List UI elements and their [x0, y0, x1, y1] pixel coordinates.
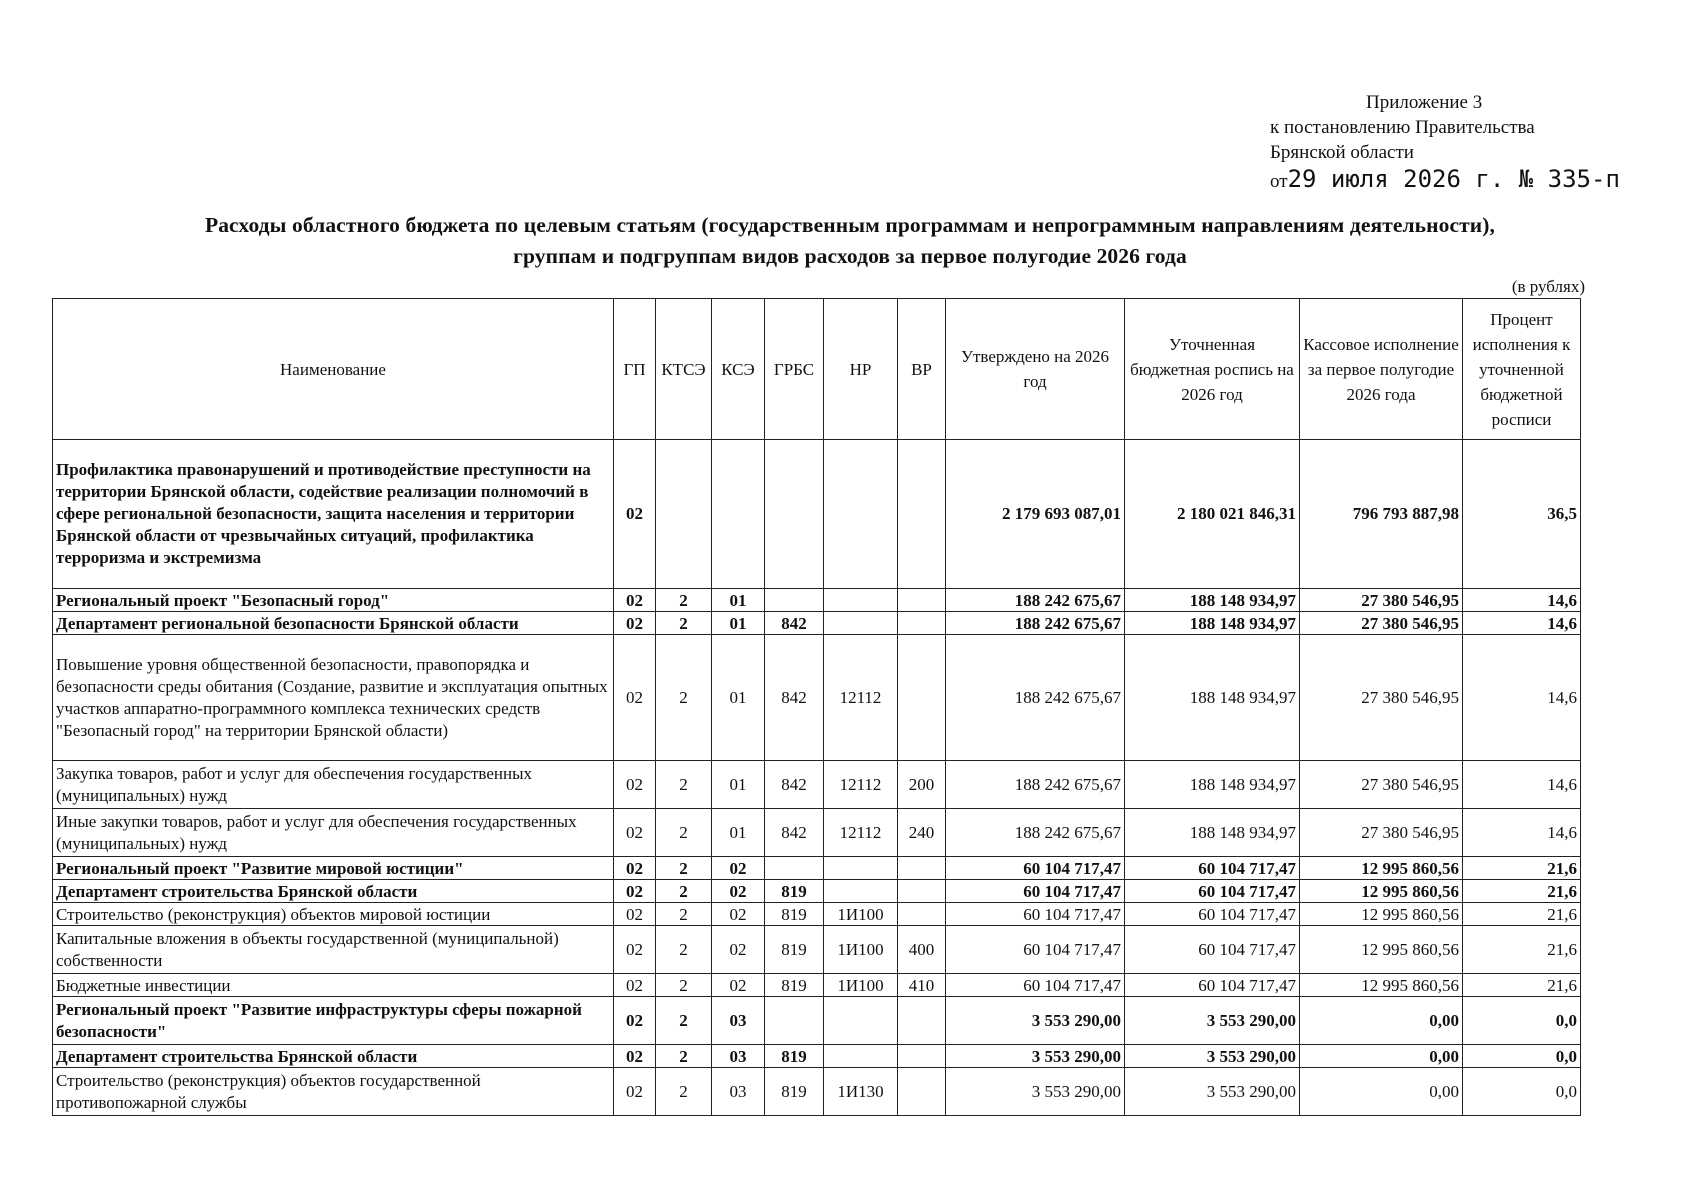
cell-approved: 3 553 290,00: [946, 1068, 1125, 1116]
appendix-date: 29 июля 2026 г. № 335-п: [1287, 165, 1620, 193]
table-row: [53, 903, 1581, 926]
cell-ktse: [656, 440, 712, 589]
cell-cash: 12 995 860,56: [1300, 880, 1463, 903]
cell-ktse: 2: [656, 1068, 712, 1116]
cell-grbs: 819: [765, 926, 824, 974]
cell-cash: 27 380 546,95: [1300, 809, 1463, 857]
table-row: [53, 589, 1581, 612]
cell-grbs: 819: [765, 880, 824, 903]
cell-vr: [898, 440, 946, 589]
cell-cash: 12 995 860,56: [1300, 857, 1463, 880]
title-line-1: Расходы областного бюджета по целевым статьям (государственным программам и непрограммным направлениям деятельности),: [204, 213, 1496, 237]
cell-ktse: 2: [656, 880, 712, 903]
cell-cash: 12 995 860,56: [1300, 903, 1463, 926]
cell-gp: 02: [614, 589, 656, 612]
cell-percent: 0,0: [1463, 997, 1581, 1045]
cell-vr: [898, 612, 946, 635]
cell-cash: 12 995 860,56: [1300, 974, 1463, 997]
cell-nr: 1И100: [824, 926, 898, 974]
cell-refined: 60 104 717,47: [1125, 903, 1300, 926]
cell-approved: 60 104 717,47: [946, 857, 1125, 880]
appendix-date-prefix: от: [1270, 171, 1288, 192]
header-refined: Уточненная бюджетная роспись на 2026 год: [1125, 299, 1300, 440]
cell-nr: 1И100: [824, 903, 898, 926]
table-row: [53, 635, 1581, 761]
cell-kse: 02: [712, 880, 765, 903]
cell-refined: 188 148 934,97: [1125, 761, 1300, 809]
cell-gp: 02: [614, 926, 656, 974]
cell-nr: [824, 612, 898, 635]
cell-grbs: 819: [765, 903, 824, 926]
header-approved: Утверждено на 2026 год: [946, 299, 1125, 440]
cell-percent: 0,0: [1463, 1068, 1581, 1116]
cell-vr: [898, 857, 946, 880]
cell-approved: 3 553 290,00: [946, 997, 1125, 1045]
cell-name: Региональный проект "Развитие мировой юстиции": [53, 857, 614, 880]
cell-refined: 60 104 717,47: [1125, 880, 1300, 903]
cell-approved: 60 104 717,47: [946, 880, 1125, 903]
cell-kse: 03: [712, 1068, 765, 1116]
cell-approved: 60 104 717,47: [946, 903, 1125, 926]
cell-cash: 27 380 546,95: [1300, 635, 1463, 761]
cell-percent: 21,6: [1463, 857, 1581, 880]
cell-approved: 60 104 717,47: [946, 974, 1125, 997]
unit-note: (в рублях): [1511, 277, 1585, 296]
cell-approved: 3 553 290,00: [946, 1045, 1125, 1068]
cell-nr: 12112: [824, 761, 898, 809]
appendix-line-3: Брянской области: [1270, 142, 1414, 163]
cell-approved: 188 242 675,67: [946, 589, 1125, 612]
header-cash: Кассовое исполнение за первое полугодие 2026 года: [1300, 299, 1463, 440]
cell-vr: [898, 1068, 946, 1116]
cell-approved: 60 104 717,47: [946, 926, 1125, 974]
cell-ktse: 2: [656, 635, 712, 761]
header-kse: КСЭ: [712, 299, 765, 440]
cell-name: Закупка товаров, работ и услуг для обеспечения государственных (муниципальных) нужд: [53, 761, 614, 809]
cell-grbs: [765, 589, 824, 612]
cell-cash: 0,00: [1300, 1068, 1463, 1116]
header-nr: НР: [824, 299, 898, 440]
cell-vr: [898, 589, 946, 612]
cell-grbs: 842: [765, 809, 824, 857]
cell-kse: 01: [712, 589, 765, 612]
cell-gp: 02: [614, 1068, 656, 1116]
header-vr: ВР: [898, 299, 946, 440]
cell-percent: 36,5: [1463, 440, 1581, 589]
cell-kse: 01: [712, 635, 765, 761]
cell-ktse: 2: [656, 612, 712, 635]
cell-kse: 02: [712, 974, 765, 997]
cell-refined: 2 180 021 846,31: [1125, 440, 1300, 589]
cell-ktse: 2: [656, 974, 712, 997]
cell-kse: 01: [712, 761, 765, 809]
cell-name: Департамент строительства Брянской области: [53, 1045, 614, 1068]
cell-name: Капитальные вложения в объекты государственной (муниципальной) собственности: [53, 926, 614, 974]
cell-grbs: 842: [765, 612, 824, 635]
cell-name: Строительство (реконструкция) объектов государственной противопожарной службы: [53, 1068, 614, 1116]
cell-cash: 12 995 860,56: [1300, 926, 1463, 974]
table-row: [53, 997, 1581, 1045]
table-header-row: [53, 299, 1581, 440]
cell-vr: 200: [898, 761, 946, 809]
table-row: [53, 761, 1581, 809]
cell-nr: 12112: [824, 809, 898, 857]
cell-kse: 01: [712, 612, 765, 635]
cell-ktse: 2: [656, 997, 712, 1045]
expenses-table: [52, 298, 1581, 1116]
cell-grbs: 819: [765, 974, 824, 997]
cell-percent: 21,6: [1463, 903, 1581, 926]
cell-grbs: 819: [765, 1068, 824, 1116]
cell-gp: 02: [614, 1045, 656, 1068]
cell-percent: 0,0: [1463, 1045, 1581, 1068]
cell-kse: 02: [712, 857, 765, 880]
title-line-2: группам и подгруппам видов расходов за первое полугодие 2026 года: [513, 244, 1187, 268]
cell-name: Региональный проект "Безопасный город": [53, 589, 614, 612]
cell-gp: 02: [614, 903, 656, 926]
cell-refined: 3 553 290,00: [1125, 997, 1300, 1045]
cell-kse: 03: [712, 997, 765, 1045]
cell-gp: 02: [614, 997, 656, 1045]
table-row: [53, 857, 1581, 880]
cell-gp: 02: [614, 809, 656, 857]
header-ktse: КТСЭ: [656, 299, 712, 440]
cell-grbs: 842: [765, 761, 824, 809]
header-grbs: ГРБС: [765, 299, 824, 440]
cell-nr: [824, 880, 898, 903]
cell-gp: 02: [614, 635, 656, 761]
cell-approved: 188 242 675,67: [946, 612, 1125, 635]
cell-nr: [824, 440, 898, 589]
cell-name: Повышение уровня общественной безопасности, правопорядка и безопасности среды обитания (Создание, развитие и эксплуатация опытных участков аппаратно-программного комплекса технических средств "Безопасный город" на территории Брянской области): [53, 635, 614, 761]
cell-refined: 188 148 934,97: [1125, 612, 1300, 635]
cell-percent: 21,6: [1463, 926, 1581, 974]
cell-nr: [824, 589, 898, 612]
cell-vr: [898, 903, 946, 926]
header-name: Наименование: [53, 299, 614, 440]
cell-nr: 1И130: [824, 1068, 898, 1116]
cell-kse: 03: [712, 1045, 765, 1068]
cell-cash: 796 793 887,98: [1300, 440, 1463, 589]
cell-cash: 27 380 546,95: [1300, 589, 1463, 612]
cell-ktse: 2: [656, 857, 712, 880]
cell-name: Иные закупки товаров, работ и услуг для обеспечения государственных (муниципальных) нужд: [53, 809, 614, 857]
cell-percent: 14,6: [1463, 635, 1581, 761]
cell-percent: 14,6: [1463, 589, 1581, 612]
table-row: [53, 440, 1581, 589]
cell-name: Региональный проект "Развитие инфраструктуры сферы пожарной безопасности": [53, 997, 614, 1045]
cell-vr: [898, 635, 946, 761]
table-row: [53, 1068, 1581, 1116]
cell-gp: 02: [614, 761, 656, 809]
cell-cash: 0,00: [1300, 1045, 1463, 1068]
cell-ktse: 2: [656, 903, 712, 926]
cell-approved: 188 242 675,67: [946, 761, 1125, 809]
cell-gp: 02: [614, 440, 656, 589]
cell-grbs: [765, 857, 824, 880]
cell-nr: 12112: [824, 635, 898, 761]
cell-vr: 240: [898, 809, 946, 857]
header-percent: Процент исполнения к уточненной бюджетной росписи: [1463, 299, 1581, 440]
cell-percent: 14,6: [1463, 761, 1581, 809]
cell-cash: 0,00: [1300, 997, 1463, 1045]
cell-vr: [898, 1045, 946, 1068]
table-row: [53, 809, 1581, 857]
cell-name: Строительство (реконструкция) объектов мировой юстиции: [53, 903, 614, 926]
cell-ktse: 2: [656, 761, 712, 809]
cell-name: Профилактика правонарушений и противодействие преступности на территории Брянской области, содействие реализации полномочий в сфере региональной безопасности, защита населения и территории Брянской области от чрезвычайных ситуаций, профилактика терроризма и экстремизма: [53, 440, 614, 589]
cell-grbs: 819: [765, 1045, 824, 1068]
cell-nr: [824, 857, 898, 880]
cell-vr: 400: [898, 926, 946, 974]
cell-name: Департамент региональной безопасности Брянской области: [53, 612, 614, 635]
cell-kse: 01: [712, 809, 765, 857]
cell-cash: 27 380 546,95: [1300, 612, 1463, 635]
cell-ktse: 2: [656, 589, 712, 612]
cell-refined: 3 553 290,00: [1125, 1068, 1300, 1116]
cell-approved: 2 179 693 087,01: [946, 440, 1125, 589]
table-row: [53, 1045, 1581, 1068]
cell-grbs: 842: [765, 635, 824, 761]
cell-percent: 21,6: [1463, 974, 1581, 997]
cell-vr: 410: [898, 974, 946, 997]
cell-approved: 188 242 675,67: [946, 809, 1125, 857]
table-row: [53, 880, 1581, 903]
cell-refined: 188 148 934,97: [1125, 589, 1300, 612]
cell-refined: 60 104 717,47: [1125, 926, 1300, 974]
cell-refined: 188 148 934,97: [1125, 635, 1300, 761]
cell-gp: 02: [614, 857, 656, 880]
cell-gp: 02: [614, 880, 656, 903]
cell-approved: 188 242 675,67: [946, 635, 1125, 761]
appendix-date-line: [1270, 167, 1670, 194]
appendix-line-1: Приложение 3: [1366, 92, 1483, 113]
cell-ktse: 2: [656, 926, 712, 974]
document-title: [60, 210, 1640, 272]
cell-refined: 3 553 290,00: [1125, 1045, 1300, 1068]
cell-kse: 02: [712, 926, 765, 974]
cell-percent: 21,6: [1463, 880, 1581, 903]
cell-percent: 14,6: [1463, 809, 1581, 857]
table-row: [53, 974, 1581, 997]
cell-refined: 60 104 717,47: [1125, 857, 1300, 880]
cell-name: Департамент строительства Брянской области: [53, 880, 614, 903]
cell-kse: [712, 440, 765, 589]
appendix-block: [1270, 90, 1670, 194]
cell-refined: 188 148 934,97: [1125, 809, 1300, 857]
table-row: [53, 926, 1581, 974]
cell-gp: 02: [614, 612, 656, 635]
cell-nr: [824, 997, 898, 1045]
cell-name: Бюджетные инвестиции: [53, 974, 614, 997]
cell-nr: 1И100: [824, 974, 898, 997]
cell-percent: 14,6: [1463, 612, 1581, 635]
cell-ktse: 2: [656, 809, 712, 857]
cell-gp: 02: [614, 974, 656, 997]
cell-vr: [898, 997, 946, 1045]
cell-grbs: [765, 997, 824, 1045]
cell-nr: [824, 1045, 898, 1068]
table-row: [53, 612, 1581, 635]
cell-ktse: 2: [656, 1045, 712, 1068]
appendix-line-2: к постановлению Правительства: [1270, 117, 1535, 138]
cell-kse: 02: [712, 903, 765, 926]
cell-grbs: [765, 440, 824, 589]
cell-vr: [898, 880, 946, 903]
cell-refined: 60 104 717,47: [1125, 974, 1300, 997]
header-gp: ГП: [614, 299, 656, 440]
cell-cash: 27 380 546,95: [1300, 761, 1463, 809]
